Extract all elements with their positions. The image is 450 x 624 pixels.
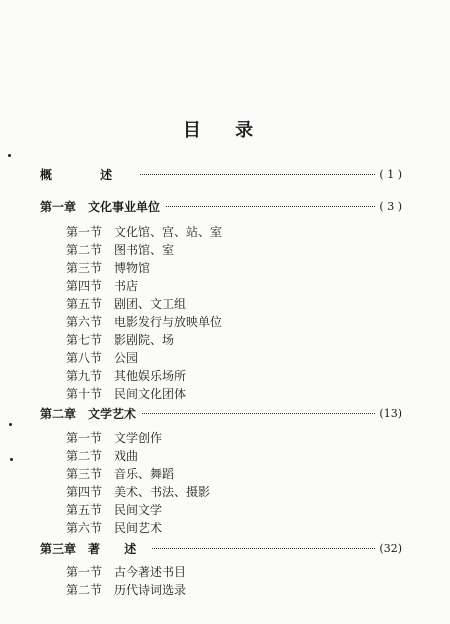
section-number: 第十节 bbox=[66, 386, 103, 401]
toc-section[interactable] bbox=[66, 240, 174, 258]
chapter-number: 第三章 bbox=[40, 541, 77, 556]
section-title: 博物馆 bbox=[114, 260, 151, 275]
toc-section[interactable] bbox=[66, 294, 186, 312]
toc-section[interactable] bbox=[66, 518, 162, 536]
page-title: 目 录 bbox=[182, 120, 268, 141]
section-title: 文化馆、宫、站、室 bbox=[114, 224, 223, 239]
toc-section[interactable] bbox=[66, 222, 222, 240]
toc-chapter-1[interactable] bbox=[40, 197, 402, 215]
toc-section[interactable] bbox=[66, 500, 162, 518]
section-title: 戏曲 bbox=[114, 448, 139, 463]
toc-section[interactable] bbox=[66, 276, 138, 294]
overview-label: 概 述 bbox=[40, 167, 135, 182]
chapter-page: ( 3 ) bbox=[379, 199, 402, 213]
section-title: 其他娱乐场所 bbox=[114, 368, 187, 383]
section-title: 民间文化团体 bbox=[114, 386, 187, 401]
section-title: 民间文学 bbox=[114, 502, 163, 517]
toc-section[interactable] bbox=[66, 384, 186, 402]
scan-speck bbox=[10, 458, 13, 461]
section-number: 第九节 bbox=[66, 368, 103, 383]
section-title: 音乐、舞蹈 bbox=[114, 466, 175, 481]
section-title: 文学创作 bbox=[114, 430, 163, 445]
section-number: 第三节 bbox=[66, 260, 103, 275]
dot-leader bbox=[140, 174, 375, 175]
section-number: 第四节 bbox=[66, 484, 103, 499]
overview-page: ( 1 ) bbox=[379, 167, 402, 181]
toc-section[interactable] bbox=[66, 562, 186, 580]
toc-section[interactable] bbox=[66, 428, 162, 446]
section-number: 第七节 bbox=[66, 332, 103, 347]
section-title: 古今著述书目 bbox=[114, 564, 187, 579]
toc-section[interactable] bbox=[66, 348, 138, 366]
toc-section[interactable] bbox=[66, 580, 186, 598]
toc-chapter-2[interactable] bbox=[40, 404, 402, 422]
toc-section[interactable] bbox=[66, 446, 138, 464]
chapter-page: (32) bbox=[379, 541, 402, 555]
toc-section[interactable] bbox=[66, 464, 174, 482]
section-title: 书店 bbox=[114, 278, 139, 293]
section-number: 第五节 bbox=[66, 502, 103, 517]
toc-section[interactable] bbox=[66, 330, 174, 348]
toc-section[interactable] bbox=[66, 482, 210, 500]
section-number: 第八节 bbox=[66, 350, 103, 365]
section-title: 美术、书法、摄影 bbox=[114, 484, 211, 499]
section-title: 民间艺术 bbox=[114, 520, 163, 535]
toc-entry-overview[interactable] bbox=[40, 165, 402, 183]
chapter-title: 文学艺术 bbox=[88, 406, 137, 421]
section-number: 第三节 bbox=[66, 466, 103, 481]
scan-speck bbox=[9, 423, 12, 426]
chapter-title: 著 述 bbox=[88, 541, 147, 556]
chapter-number: 第二章 bbox=[40, 406, 77, 421]
chapter-page: (13) bbox=[379, 406, 402, 420]
section-title: 剧团、文工组 bbox=[114, 296, 187, 311]
dot-leader bbox=[142, 413, 375, 414]
toc-section[interactable] bbox=[66, 258, 150, 276]
section-number: 第一节 bbox=[66, 224, 103, 239]
section-title: 历代诗词选录 bbox=[114, 582, 187, 597]
section-number: 第二节 bbox=[66, 448, 103, 463]
chapter-title: 文化事业单位 bbox=[88, 199, 161, 214]
section-title: 公园 bbox=[114, 350, 139, 365]
section-title: 影剧院、场 bbox=[114, 332, 175, 347]
section-title: 电影发行与放映单位 bbox=[114, 314, 223, 329]
section-number: 第一节 bbox=[66, 430, 103, 445]
section-number: 第六节 bbox=[66, 314, 103, 329]
dot-leader bbox=[152, 548, 375, 549]
section-number: 第二节 bbox=[66, 582, 103, 597]
section-title: 图书馆、室 bbox=[114, 242, 175, 257]
section-number: 第六节 bbox=[66, 520, 103, 535]
section-number: 第五节 bbox=[66, 296, 103, 311]
toc-chapter-3[interactable] bbox=[40, 539, 402, 557]
chapter-number: 第一章 bbox=[40, 199, 77, 214]
toc-section[interactable] bbox=[66, 312, 222, 330]
section-number: 第一节 bbox=[66, 564, 103, 579]
dot-leader bbox=[166, 206, 375, 207]
toc-section[interactable] bbox=[66, 366, 186, 384]
section-number: 第二节 bbox=[66, 242, 103, 257]
scan-speck bbox=[8, 154, 11, 157]
section-number: 第四节 bbox=[66, 278, 103, 293]
